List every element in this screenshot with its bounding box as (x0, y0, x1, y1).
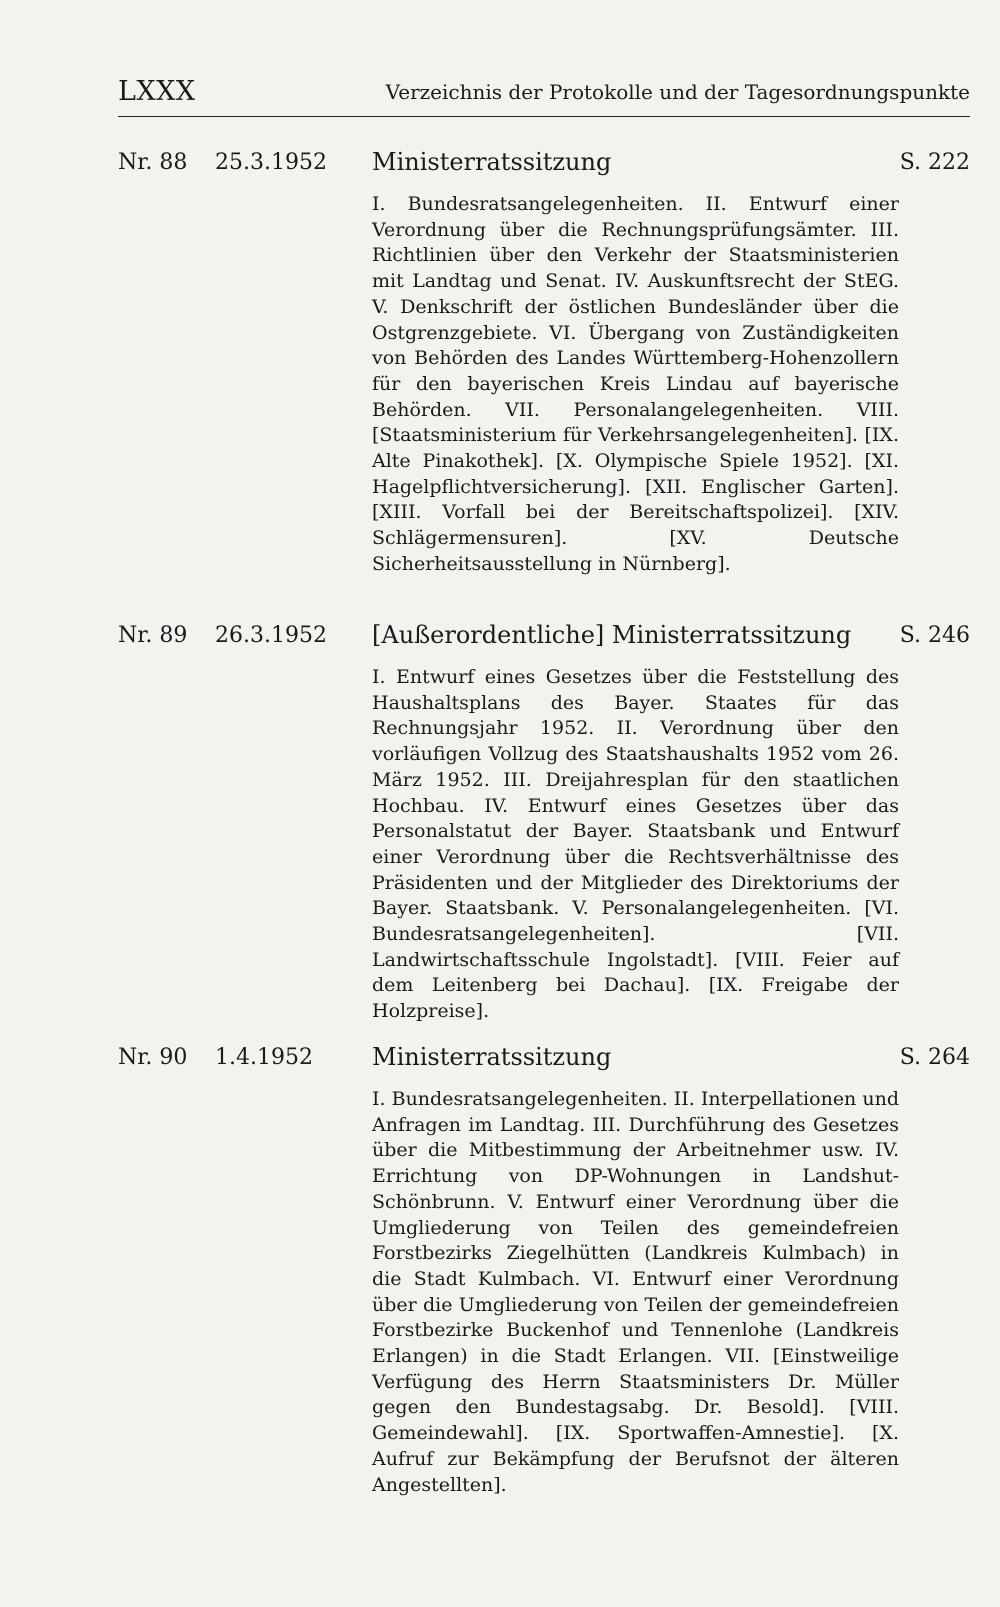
page-number: LXXX (118, 76, 196, 107)
entry-date: 25.3.1952 (215, 150, 327, 175)
entry-title: Ministerratssitzung (372, 148, 612, 176)
entry-date: 26.3.1952 (215, 623, 327, 648)
entry-page-reference: S. 264 (899, 1045, 970, 1070)
entry-agenda-text: I. Bundesratsangelegenheiten. II. Interpellationen und Anfragen im Landtag. III. Durchführung des Gesetzes über die Mitbestimmung der Arbeitnehmer usw. IV. Errichtung von DP-Wohnungen in Landshut-Schönbrunn. V. Entwurf einer Verordnung über die Umgliederung von Teilen des gemeindefreien Forstbezirks Ziegelhütten (Landkreis Kulmbach) in die Stadt Kulmbach. VI. Entwurf einer Verordnung über die Umgliederung von Teilen der gemeindefreien Forstbezirke Buckenhof und Tennenlohe (Landkreis Erlangen) in die Stadt Erlangen. VII. [Einstweilige Verfügung des Herrn Staatsministers Dr. Müller gegen den Bundestagsabg. Dr. Besold]. [VIII. Gemeindewahl]. [IX. Sportwaffen-Amnestie]. [X. Aufruf zur Bekämpfung der Berufsnot der älteren Angestellten]. (372, 1088, 899, 1496)
entry-date: 1.4.1952 (215, 1045, 313, 1070)
entry-number: Nr. 89 (118, 623, 188, 648)
running-header (118, 76, 970, 117)
entry-agenda-text: I. Bundesratsangelegenheiten. II. Entwurf einer Verordnung über die Rechnungsprüfungsämter. III. Richtlinien über den Verkehr der Staatsministerien mit Landtag und Senat. IV. Auskunftsrecht der StEG. V. Denkschrift der östlichen Bundesländer über die Ostgrenzgebiete. VI. Übergang von Zuständigkeiten von Behörden des Landes Württemberg-Hohenzollern für den bayerischen Kreis Lindau auf bayerische Behörden. VII. Personalangelegenheiten. VIII. [Staatsministerium für Verkehrsangelegenheiten]. [IX. Alte Pinakothek]. [X. Olympische Spiele 1952]. [XI. Hagelpflichtversicherung]. [XII. Englischer Garten]. [XIII. Vorfall bei der Bereitschaftspolizei]. [XIV. Schlägermensuren]. [XV. Deutsche Sicherheitsausstellung in Nürnberg]. (372, 193, 899, 575)
entry-page-reference: S. 222 (899, 150, 970, 175)
entry-title: [Außerordentliche] Ministerratssitzung (372, 621, 852, 649)
entry-page-reference: S. 246 (899, 623, 970, 648)
entry-agenda-text: I. Entwurf eines Gesetzes über die Feststellung des Haushaltsplans des Bayer. Staates für das Rechnungsjahr 1952. II. Verordnung über den vorläufigen Vollzug des Staatshaushalts 1952 vom 26. März 1952. III. Dreijahresplan für den staatlichen Hochbau. IV. Entwurf eines Gesetzes über das Personalstatut der Bayer. Staatsbank und Entwurf einer Verordnung über die Rechtsverhältnisse des Präsidenten und der Mitglieder des Direktoriums der Bayer. Staatsbank. V. Personalangelegenheiten. [VI. Bundesratsangelegenheiten]. [VII. Landwirtschaftsschule Ingolstadt]. [VIII. Feier auf dem Leitenberg bei Dachau]. [IX. Freigabe der Holzpreise]. (372, 666, 899, 1023)
entry-number: Nr. 90 (118, 1045, 188, 1070)
entry-title: Ministerratssitzung (372, 1043, 612, 1071)
running-title: Verzeichnis der Protokolle und der Tagesordnungspunkte (385, 80, 970, 104)
entry-number: Nr. 88 (118, 150, 188, 175)
